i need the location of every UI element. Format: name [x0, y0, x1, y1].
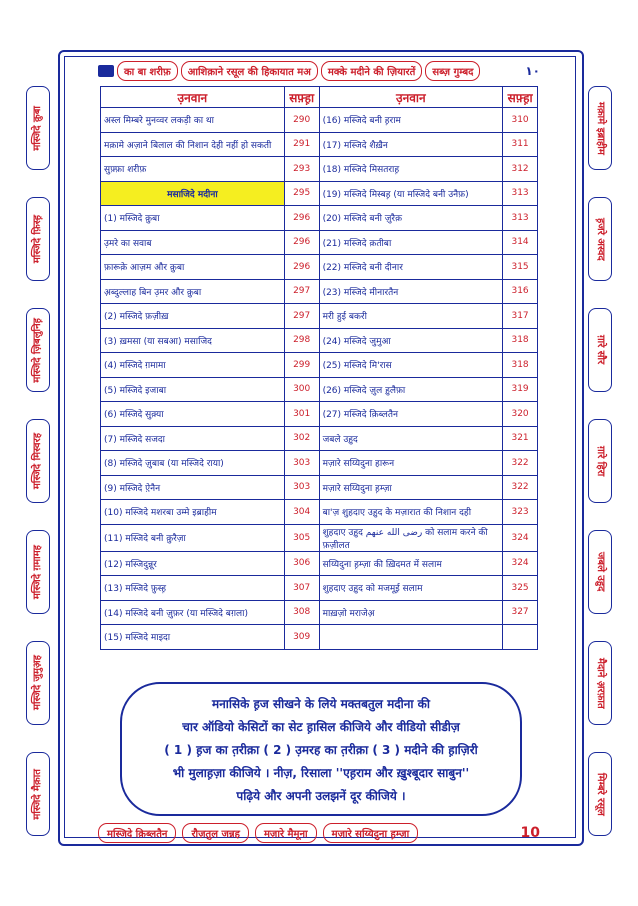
sidebar-left-item: मस्जिदे जुमुअ़ह: [26, 641, 50, 725]
entry-page-left: 307: [284, 576, 319, 601]
sidebar-right-item: जबले उह़ुद: [588, 530, 612, 614]
footer-item: रौज़तुल जन्नह: [182, 823, 249, 843]
entry-title-left: (5) मस्जिदे इजाबा: [101, 377, 285, 402]
sidebar-left-item: मस्जिदे ग़मामह: [26, 530, 50, 614]
entry-title-right: (18) मस्जिदे मिसतराह़: [319, 157, 503, 182]
entry-title-right: (24) मस्जिदे जुमुआ: [319, 328, 503, 353]
entry-title-left: (3) ख़मसा (या सबआ) मसाजिद: [101, 328, 285, 353]
sidebar-right-item: ग़ारे सौर: [588, 308, 612, 392]
entry-title-right: जबले उह़ुद: [319, 426, 503, 451]
table-row: [101, 576, 538, 601]
table-row: [101, 157, 538, 182]
entry-title-left: मसाजिदे मदीना: [101, 181, 285, 206]
table-row: [101, 451, 538, 476]
entry-title-left: (1) मस्जिदे कु़बा: [101, 206, 285, 231]
sidebar-left-item: मस्जिदे क़ुबा: [26, 86, 50, 170]
entry-page-left: 297: [284, 304, 319, 329]
sidebar-right: [588, 86, 612, 863]
entry-title-left: (7) मस्जिदे सजदा: [101, 426, 285, 451]
entry-title-right: माख़ज़ो मराजेअ़: [319, 600, 503, 625]
table-row: [101, 551, 538, 576]
entry-page-right: 311: [503, 132, 538, 157]
entry-title-right: मज़ारे सय्यिदुना ह़म्ज़ा: [319, 475, 503, 500]
table-row: [101, 426, 538, 451]
entry-page-left: 295: [284, 181, 319, 206]
table-row: [101, 108, 538, 133]
column-header-title: उ़नवान: [101, 87, 285, 108]
entry-title-right: (17) मस्जिदे शैख़ैन: [319, 132, 503, 157]
table-row: [101, 600, 538, 625]
table-row: [101, 625, 538, 650]
entry-title-left: (8) मस्जिदे ज़ुबाब (या मस्जिदे राया): [101, 451, 285, 476]
entry-title-right: (19) मस्जिदे मिस्बह़ (या मस्जिदे बनी उनैफ़): [319, 181, 503, 206]
table-row: [101, 328, 538, 353]
entry-title-right: मज़ारे सय्यिदुना हारून: [319, 451, 503, 476]
table-row: [101, 402, 538, 427]
entry-page-left: 300: [284, 377, 319, 402]
sidebar-left-item: मस्जिदे ज़िबलुनिह़: [26, 308, 50, 392]
entry-title-right: मरी हुई बकरी: [319, 304, 503, 329]
entry-title-left: (15) मस्जिदे माइदा: [101, 625, 285, 650]
entry-page-left: 298: [284, 328, 319, 353]
sidebar-left-item: मस्जिदे मिस्वरह: [26, 419, 50, 503]
header-item: मक्के मदीने की ज़ियारतें: [321, 61, 422, 81]
entry-title-right: (16) मस्जिदे बनी ह़राम: [319, 108, 503, 133]
entry-page-left: 306: [284, 551, 319, 576]
entry-page-right: 316: [503, 279, 538, 304]
footer-item: मज़ारे सय्यिदुना ह़म्ज़ा: [323, 823, 419, 843]
entry-page-left: 302: [284, 426, 319, 451]
footer-item: मज़ारे मैमूना: [255, 823, 317, 843]
entry-title-left: (14) मस्जिदे बनी ज़ुफ़र (या मस्जिदे बग़ला): [101, 600, 285, 625]
entry-title-left: अ़ब्दुल्लाह बिन उ़मर और कु़बा: [101, 279, 285, 304]
entry-page-left: 308: [284, 600, 319, 625]
footer-page-number: 10: [520, 825, 540, 841]
notice-box: [120, 682, 522, 816]
table-row: [101, 279, 538, 304]
entry-page-left: 293: [284, 157, 319, 182]
table-header-row: [101, 87, 538, 108]
entry-page-left: 296: [284, 230, 319, 255]
entry-title-left: मक़ामे अज़ाने बिलाल की निशान देही नहीं हो सकती: [101, 132, 285, 157]
column-header-page: सफ़्ह़ा: [284, 87, 319, 108]
entry-page-right: 321: [503, 426, 538, 451]
entry-page-right: 314: [503, 230, 538, 255]
entry-page-left: 309: [284, 625, 319, 650]
entry-page-right: 312: [503, 157, 538, 182]
entry-title-right: शुहदाए उह़ुद को मजमूई़ सलाम: [319, 576, 503, 601]
entry-page-right: 323: [503, 500, 538, 525]
sidebar-right-item: मैदाने अ़रफ़ात: [588, 641, 612, 725]
notice-line: पढ़िये और अपनी उलझनें दूर कीजिये ।: [236, 788, 406, 803]
entry-page-right: 322: [503, 475, 538, 500]
entry-title-left: सुफ़्फ़ा शरीफ़: [101, 157, 285, 182]
entry-title-right: (26) मस्जिदे ज़ुल ह़ुलैफ़ा: [319, 377, 503, 402]
entry-title-left: (6) मस्जिदे सुक़्या: [101, 402, 285, 427]
entry-page-right: 313: [503, 206, 538, 231]
entry-page-right: 324: [503, 551, 538, 576]
entry-title-left: (12) मस्जिदुन्नूर: [101, 551, 285, 576]
entry-title-right: शुहदाए उह़ुद ‎رضى الله عنهم‎ को सलाम करने की फ़ज़ीलत: [319, 524, 503, 551]
entry-page-right: 320: [503, 402, 538, 427]
footer-bar: [98, 822, 540, 844]
entry-title-left: (4) मस्जिदे ग़मामा: [101, 353, 285, 378]
entry-title-left: (9) मस्जिदे ऐ़नैन: [101, 475, 285, 500]
contents-table: [100, 86, 538, 650]
sidebar-right-item: मक़ामे इब्राहीम: [588, 86, 612, 170]
sidebar-right-item: मिम्बरे रसूल: [588, 752, 612, 836]
entry-page-right: 315: [503, 255, 538, 280]
entry-title-right: [319, 625, 503, 650]
entry-page-left: 291: [284, 132, 319, 157]
kaaba-icon: [98, 65, 114, 77]
entry-title-right: (25) मस्जिदे मि'रास: [319, 353, 503, 378]
entry-page-right: 325: [503, 576, 538, 601]
entry-page-left: 304: [284, 500, 319, 525]
sidebar-right-item: ह़जरे अस्वद: [588, 197, 612, 281]
entry-title-right: (23) मस्जिदे मीनारतैन: [319, 279, 503, 304]
entry-page-right: 318: [503, 328, 538, 353]
sidebar-left-item: मस्जिदे फ़िस्ह़: [26, 197, 50, 281]
column-header-title: उ़नवान: [319, 87, 503, 108]
entry-page-right: 310: [503, 108, 538, 133]
entry-page-right: 317: [503, 304, 538, 329]
notice-line: मनासिके ह़ज सीखने के लिये मक्तबतुल मदीना की: [211, 696, 431, 711]
table-row: [101, 353, 538, 378]
entry-title-right: (21) मस्जिदे क़तीबा: [319, 230, 503, 255]
entry-title-left: फ़ारूक़े आज़म और कु़बा: [101, 255, 285, 280]
entry-page-left: 290: [284, 108, 319, 133]
table-row: [101, 500, 538, 525]
entry-title-right: बा'ज़ शुहदाए उह़ुद के मज़ारात की निशान दही: [319, 500, 503, 525]
entry-title-left: (11) मस्जिदे बनी कु़रैज़ा: [101, 524, 285, 551]
table-row: [101, 255, 538, 280]
entry-page-right: 327: [503, 600, 538, 625]
entry-page-left: 296: [284, 206, 319, 231]
table-row: [101, 377, 538, 402]
table-row: [101, 132, 538, 157]
entry-title-right: (27) मस्जिदे क़िब्लतैन: [319, 402, 503, 427]
entry-page-left: 305: [284, 524, 319, 551]
entry-title-left: अस्ल मिम्बरे मुनव्वर लकड़ी का था: [101, 108, 285, 133]
header-item: का बा शरीफ़: [117, 61, 178, 81]
header-page-number: ١٠: [525, 64, 540, 78]
entry-title-left: (13) मस्जिदे फ़ुस्ह़: [101, 576, 285, 601]
entry-title-right: (20) मस्जिदे बनी ज़ुरैक़: [319, 206, 503, 231]
sidebar-left: [26, 86, 50, 863]
table-row: [101, 524, 538, 551]
column-header-page: सफ़्ह़ा: [503, 87, 538, 108]
entry-page-right: [503, 625, 538, 650]
header-bar: [98, 60, 540, 82]
entry-page-right: 313: [503, 181, 538, 206]
notice-line: ( 1 ) ह़ज का त़रीक़ा ( 2 ) उ़मरह का त़रीक़ा ( 3 ) मदीने की ह़ाज़िरी: [164, 742, 478, 757]
table-row: [101, 230, 538, 255]
entry-page-left: 297: [284, 279, 319, 304]
entry-page-right: 322: [503, 451, 538, 476]
entry-page-right: 318: [503, 353, 538, 378]
entry-page-left: 296: [284, 255, 319, 280]
entry-title-left: उ़मरे का सवाब: [101, 230, 285, 255]
sidebar-right-item: ग़ारे हिरा: [588, 419, 612, 503]
entry-page-right: 319: [503, 377, 538, 402]
entry-title-left: (2) मस्जिदे फ़ज़ीख़: [101, 304, 285, 329]
footer-item: मस्जिदे क़िब्लतैन: [98, 823, 176, 843]
entry-title-left: (10) मस्जिदे मशरबा उम्मे इब्राहीम: [101, 500, 285, 525]
notice-line: भी मुलाह़ज़ा कीजिये । नीज़, रिसाला ''एह़राम और ख़ुश्बूदार साबुन'': [172, 765, 470, 780]
contents-table-body: [101, 108, 538, 650]
header-item: आशिक़ाने रसूल की हिकायात मअ: [181, 61, 318, 81]
table-row: [101, 304, 538, 329]
entry-page-right: 324: [503, 524, 538, 551]
entry-page-left: 299: [284, 353, 319, 378]
sidebar-left-item: मस्जिदे मैक़ात: [26, 752, 50, 836]
table-row: [101, 475, 538, 500]
entry-page-left: 303: [284, 475, 319, 500]
entry-page-left: 301: [284, 402, 319, 427]
entry-page-left: 303: [284, 451, 319, 476]
entry-title-right: सय्यिदुना ह़म्ज़ा की ख़िदमत में सलाम: [319, 551, 503, 576]
table-row: [101, 181, 538, 206]
entry-title-right: (22) मस्जिदे बनी दीनार: [319, 255, 503, 280]
table-row: [101, 206, 538, 231]
header-item: सब्ज़ गुम्बद: [425, 61, 480, 81]
notice-line: चार ऑडियो केसिटों का सेट ह़ासिल कीजिये और वीडियो सीडीज़: [182, 719, 460, 734]
